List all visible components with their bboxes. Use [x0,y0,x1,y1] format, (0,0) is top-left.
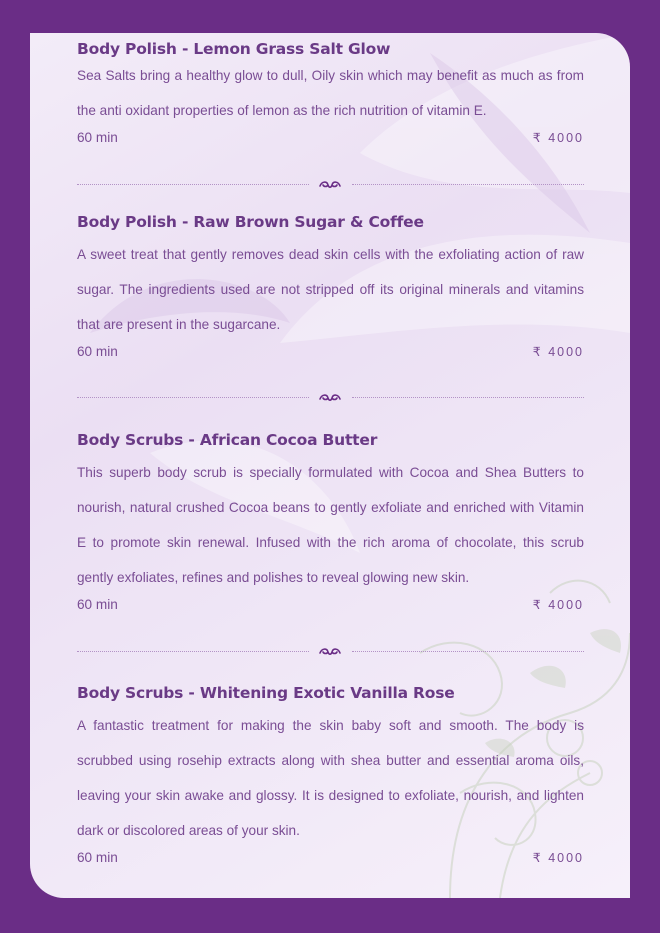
service-description: A sweet treat that gently removes dead skin cells with the exfoliating action of raw sugar. The ingredients used are not stripped off its original minerals and vitamins that are present in the sugarcane. [77,247,584,332]
service-description: Sea Salts bring a healthy glow to dull, Oily skin which may benefit as much as from the anti oxidant properties of lemon as the rich nutrition of vitamin E. [77,68,584,118]
section-divider [77,646,584,658]
service-item [77,684,584,868]
service-price: ₹ 4000 [532,345,584,359]
service-price: ₹ 4000 [532,131,584,145]
section-divider [77,392,584,404]
service-duration: 60 min [77,597,118,612]
menu-card [30,33,630,898]
service-price: ₹ 4000 [532,598,584,612]
service-item [77,431,584,615]
service-item [77,40,584,148]
service-title: Body Scrubs - Whitening Exotic Vanilla Rose [77,684,455,702]
service-title: Body Polish - Raw Brown Sugar & Coffee [77,213,424,231]
service-duration: 60 min [77,344,118,359]
ornament-icon [318,179,342,191]
service-description: A fantastic treatment for making the skin baby soft and smooth. The body is scrubbed using rosehip extracts along with shea butter and essential aroma oils, leaving your skin awake and glossy. It is designed to exfoliate, nourish, and lighten dark or discolored areas of your skin. [77,718,584,838]
service-title: Body Polish - Lemon Grass Salt Glow [77,40,391,58]
service-item [77,213,584,362]
service-price: ₹ 4000 [532,851,584,865]
section-divider [77,179,584,191]
ornament-icon [318,646,342,658]
service-duration: 60 min [77,850,118,865]
service-description: This superb body scrub is specially formulated with Cocoa and Shea Butters to nourish, natural crushed Cocoa beans to gently exfoliate and enriched with Vitamin E to promote skin renewal. Infused with the rich aroma of chocolate, this scrub gently exfoliates, refines and polishes to reveal glowing new skin. [77,465,584,585]
service-title: Body Scrubs - African Cocoa Butter [77,431,378,449]
service-duration: 60 min [77,130,118,145]
ornament-icon [318,392,342,404]
